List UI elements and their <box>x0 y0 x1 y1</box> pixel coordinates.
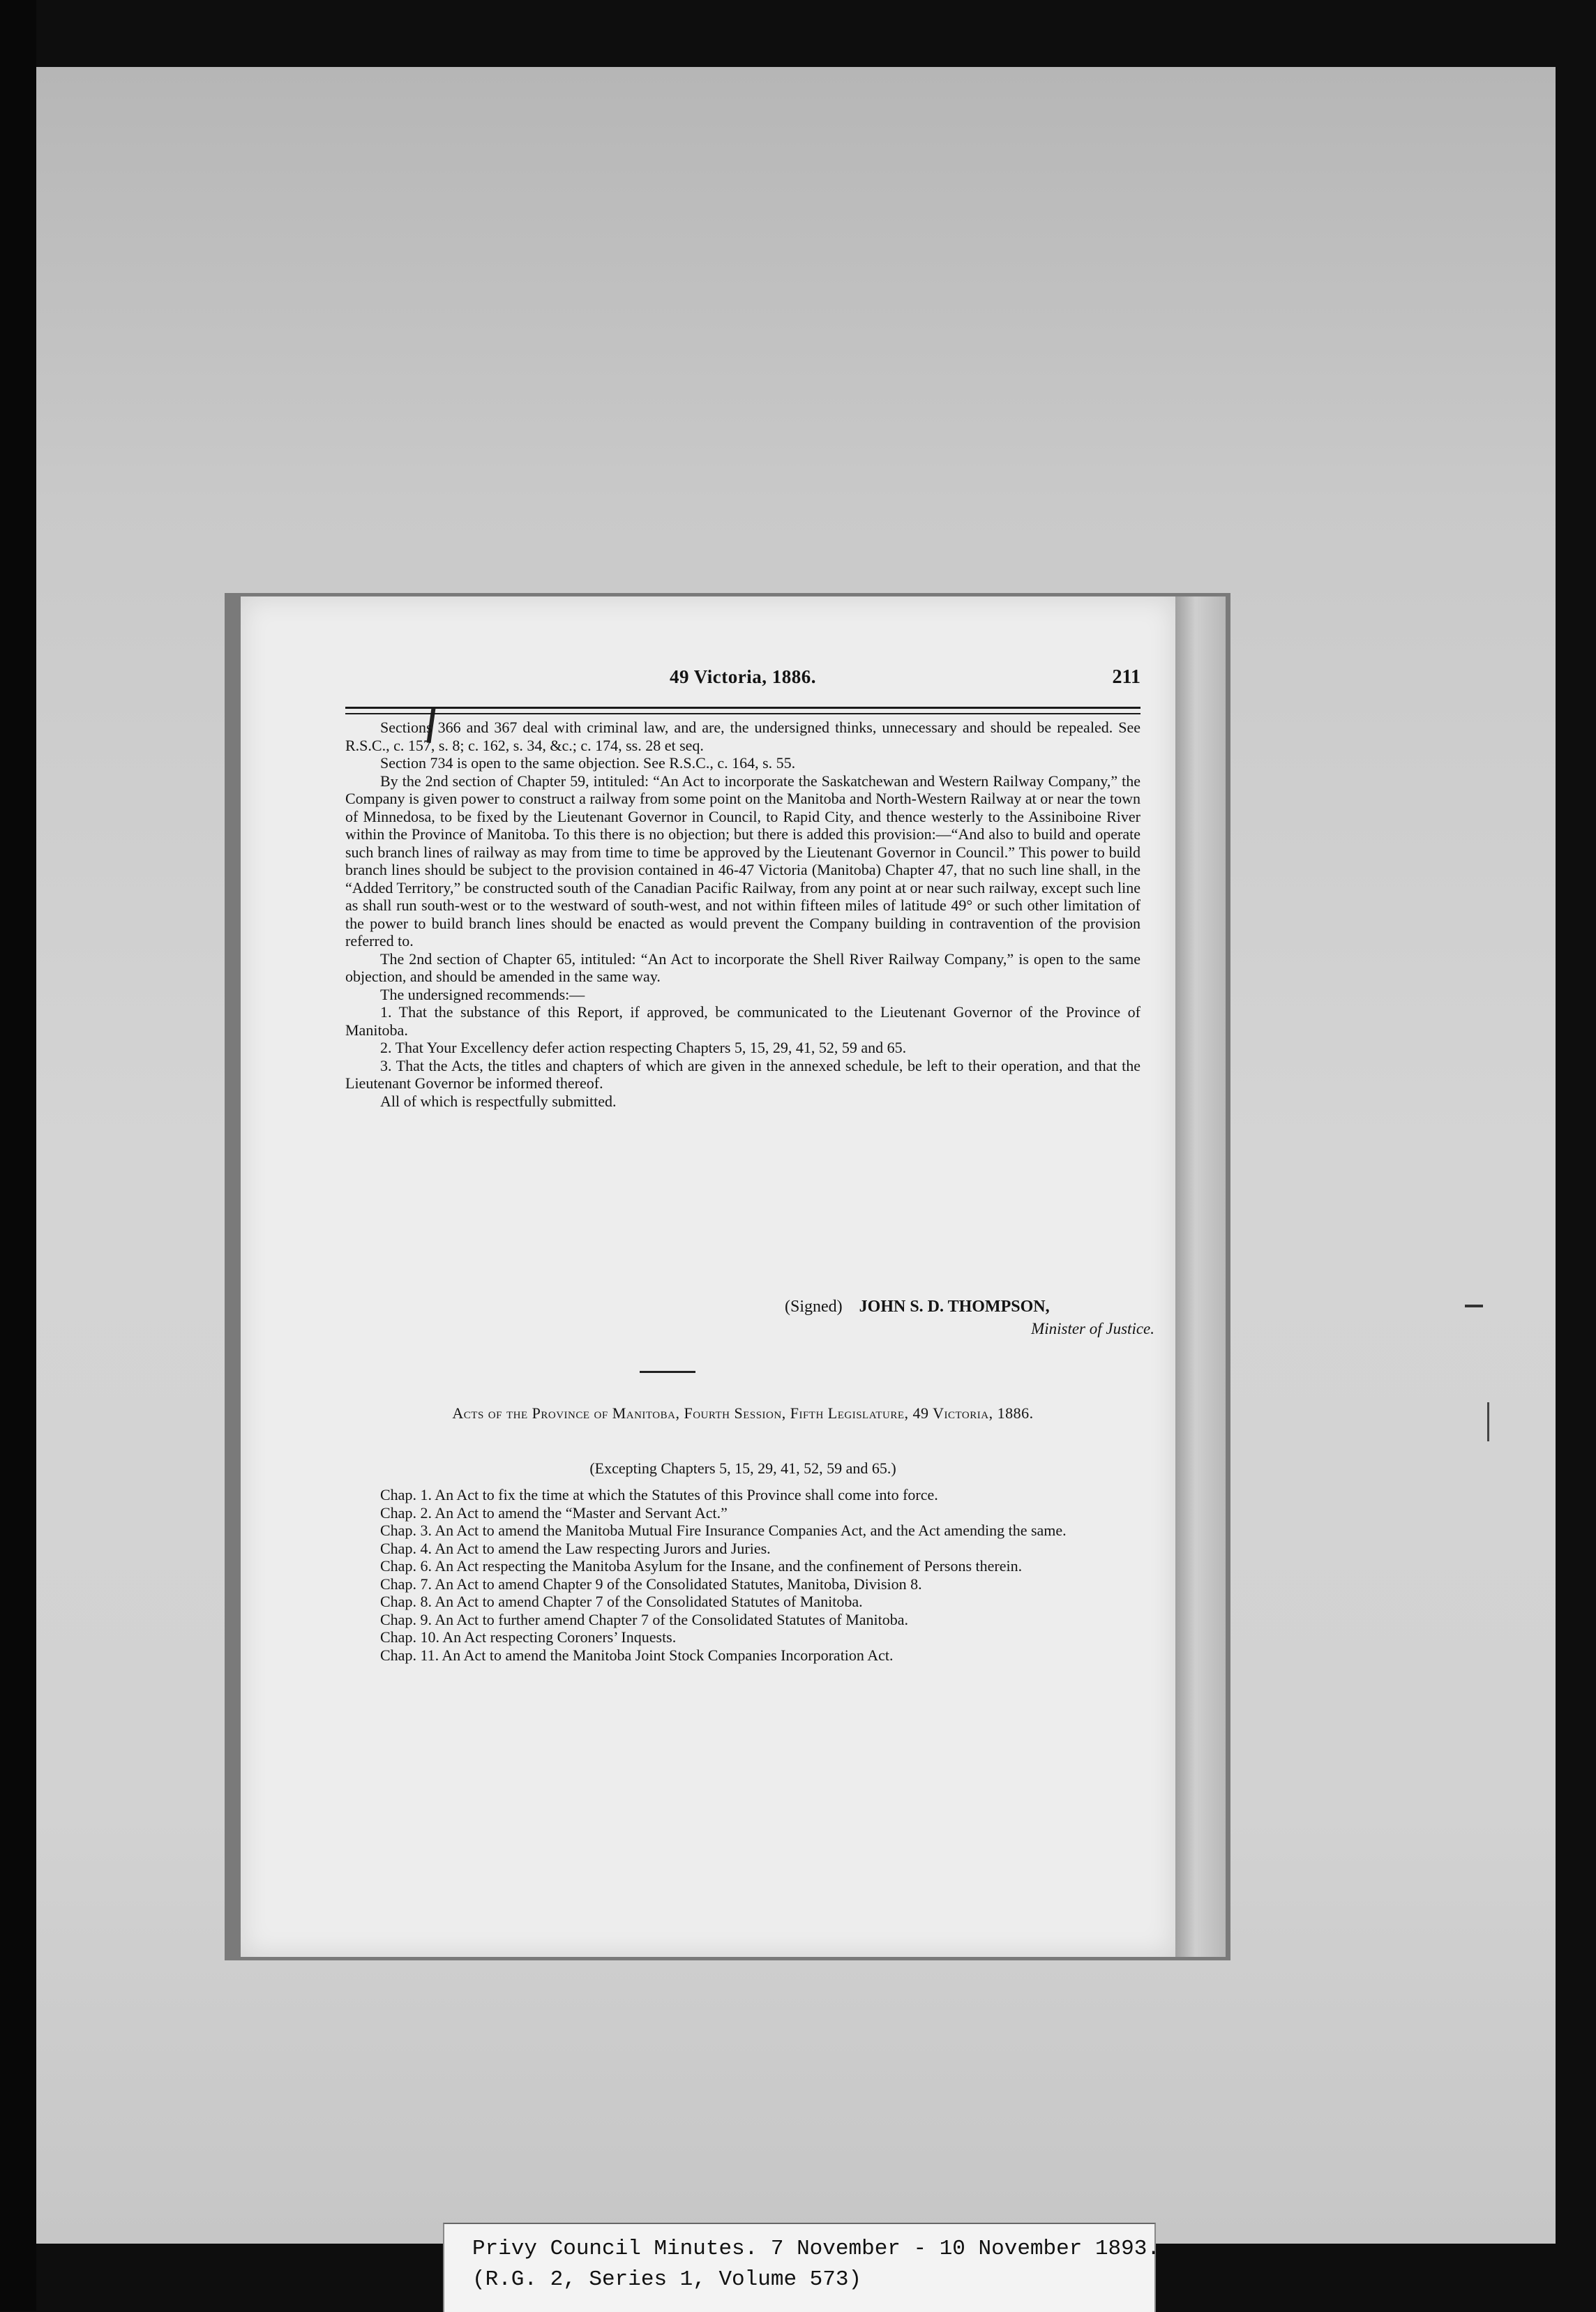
film-speck <box>1487 1402 1489 1441</box>
list-item: Chap. 2. An Act to amend the “Master and Servant Act.” <box>380 1503 728 1522</box>
signatory-name: JOHN S. D. THOMPSON, <box>859 1298 1050 1316</box>
document-page <box>241 596 1175 1957</box>
list-item: Chap. 11. An Act to amend the Manitoba Joint Stock Companies Incorporation Act. <box>380 1646 894 1664</box>
paragraph: Sections 366 and 367 deal with criminal law, and are, the undersigned thinks, unnecessary and should be repealed. See R.S.C., c. 157, s. 8; c. 162, s. 34, &c.; c. 174, ss. 28 et seq. <box>345 719 1140 754</box>
list-item: Chap. 1. An Act to fix the time at which the Statutes of this Province shall come into force. <box>380 1486 938 1503</box>
film-edge <box>0 0 36 2311</box>
list-item: Chap. 7. An Act to amend Chapter 9 of the Consolidated Statutes, Manitoba, Division 8. <box>380 1575 922 1593</box>
paragraph: The 2nd section of Chapter 65, intituled: “An Act to incorporate the Shell River Railway Company,” is open to the same objection, and should be amended in the same way. <box>345 949 1140 985</box>
list-item: Chap. 10. An Act respecting Coroners’ Inquests. <box>380 1628 677 1646</box>
schedule-note: (Excepting Chapters 5, 15, 29, 41, 52, 59 and 65.) <box>589 1459 896 1477</box>
recommendation: 1. That the substance of this Report, if approved, be communicated to the Lieutenant Governor of the Province of Manitoba. <box>345 1003 1140 1039</box>
list-item: Chap. 9. An Act to further amend Chapter 7 of the Consolidated Statutes of Manitoba. <box>380 1610 909 1628</box>
archive-label-title: Privy Council Minutes. 7 November - 10 November 1893. <box>472 2237 1160 2261</box>
chapter-list <box>345 1486 1140 1664</box>
closing-line: All of which is respectfully submitted. <box>380 1092 617 1110</box>
archive-label <box>443 2223 1160 2312</box>
recommendation: 3. That the Acts, the titles and chapters of which are given in the annexed schedule, be left to their operation, and that the Lieutenant Governor be informed thereof. <box>345 1056 1140 1092</box>
signed-label: (Signed) <box>785 1298 843 1316</box>
paragraph: The undersigned recommends:— <box>380 985 585 1003</box>
paragraph: By the 2nd section of Chapter 59, intituled: “An Act to incorporate the Saskatchewan and Western Railway Company,” the Company is given power to construct a railway from some point on the Manitoba and North-Western Railway at or near the town of Minnedosa, to be fixed by the Lieutenant Governor in Council, to Rapid City, and thence westerly to the Assiniboine River within the Province of Manitoba. To this there is no objection; but there is added this provision:—“And also to build and operate such branch lines of railway as may from time to time be approved by the Lieutenant Governor in Council.” This power to build branch lines should be subject to the provision contained in 46-47 Victoria (Manitoba) Chapter 47, that no such line shall, in the “Added Territory,” be constructed south of the Canadian Pacific Railway, from any point at or near such railway, except such line as shall run south-west or to the westward of south-west, and not within fifteen miles of latitude 49° or such other limitation of the power to build branch lines should be enacted as would prevent the Company building in contravention of the provision referred to. <box>345 772 1140 949</box>
report-body <box>345 719 1140 1110</box>
list-item: Chap. 4. An Act to amend the Law respecting Jurors and Juries. <box>380 1539 771 1557</box>
signatory-title: Minister of Justice. <box>1031 1320 1154 1337</box>
section-divider <box>640 1371 695 1373</box>
paragraph: Section 734 is open to the same objection. See R.S.C., c. 164, s. 55. <box>380 754 796 772</box>
header-rule <box>345 707 1140 714</box>
page-header <box>345 666 1140 694</box>
schedule-heading: Acts of the Province of Manitoba, Fourth Session, Fifth Legislature, 49 Victoria, 1886. <box>452 1404 1034 1422</box>
page-edge <box>1175 596 1226 1957</box>
running-title: 49 Victoria, 1886. <box>670 666 816 687</box>
archive-label-reference: (R.G. 2, Series 1, Volume 573) <box>472 2267 862 2292</box>
list-item: Chap. 6. An Act respecting the Manitoba Asylum for the Insane, and the confinement of Persons therein. <box>380 1557 1023 1575</box>
recommendation: 2. That Your Excellency defer action respecting Chapters 5, 15, 29, 41, 52, 59 and 65. <box>380 1039 907 1056</box>
signature-line <box>785 1296 1050 1317</box>
page-number: 211 <box>1112 666 1140 688</box>
film-speck <box>1465 1305 1483 1307</box>
list-item: Chap. 8. An Act to amend Chapter 7 of the Consolidated Statutes of Manitoba. <box>380 1593 863 1610</box>
list-item: Chap. 3. An Act to amend the Manitoba Mutual Fire Insurance Companies Act, and the Act amending the same. <box>380 1522 1067 1539</box>
